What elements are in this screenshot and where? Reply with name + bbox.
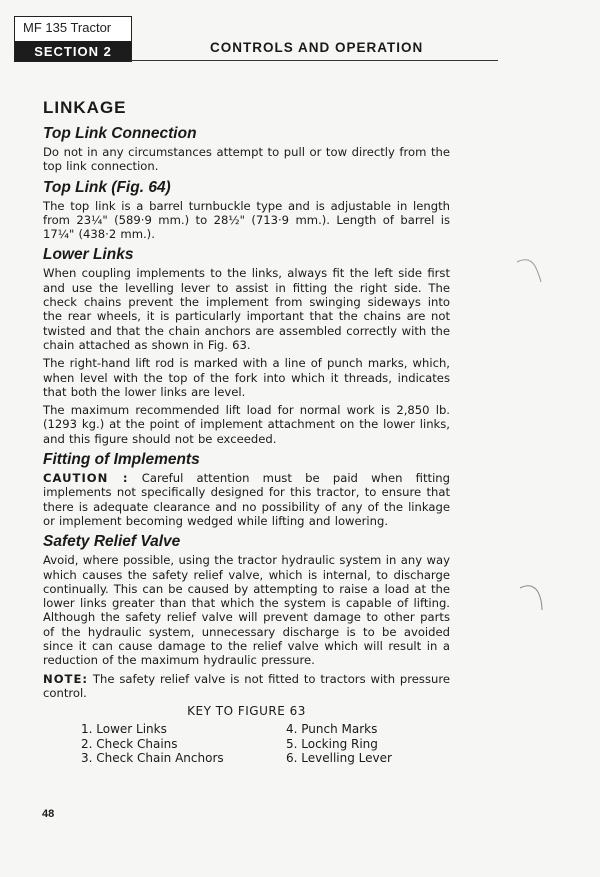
paragraph-fitting-implements: [43, 471, 450, 528]
key-item: 6. Levelling Lever: [286, 751, 392, 766]
paragraph-lower-links-3: The maximum recommended lift load for normal work is 2,850 lb. (1293 kg.) at the point of implement attachment on the lower links, and this figure should not be exceeded.: [43, 403, 450, 446]
main-content: [43, 98, 450, 766]
header-box: [14, 16, 132, 62]
paragraph-note: [43, 672, 450, 701]
caution-text: Careful attention must be paid when fitting implements not specifically designed for this tractor, to ensure that there is adequate clearance and no possibility of any of the linkage or implement becoming wedged while lifting and lowering.: [43, 471, 451, 528]
note-label: NOTE:: [43, 671, 89, 686]
key-item: 5. Locking Ring: [286, 736, 378, 751]
paragraph-top-link: The top link is a barrel turnbuckle type and is adjustable in length from 23¼" (589·9 mm.) to 28½" (713·9 mm.). Length of barrel is 17¼" (438·2 mm.).: [43, 198, 450, 242]
key-list: [81, 722, 450, 766]
section-badge: SECTION 2: [15, 41, 131, 61]
page-title: LINKAGE: [43, 98, 127, 117]
key-title: KEY TO FIGURE 63: [187, 704, 306, 719]
heading-fitting-implements: Fitting of Implements: [43, 451, 200, 469]
heading-lower-links: Lower Links: [43, 246, 134, 264]
key-item: 1. Lower Links: [81, 722, 167, 737]
key-item: 4. Punch Marks: [286, 722, 378, 737]
paragraph-top-link-connection: Do not in any circumstances attempt to pull or tow directly from the top link connection.: [43, 145, 450, 174]
note-text: The safety relief valve is not fitted to tractors with pressure control.: [43, 671, 451, 700]
scan-mark-lower: [518, 580, 548, 614]
key-item: 2. Check Chains: [81, 736, 178, 751]
key-item: 3. Check Chain Anchors: [81, 751, 224, 766]
paragraph-safety-relief-valve: Avoid, where possible, using the tractor hydraulic system in any way which causes the safety relief valve, which is internal, to discharge continually. This can be caused by attempting to raise a load at the lower links greater than that which the system is capable of lifting. Although the safety relief valve will prevent damage to other parts of the hydraulic system, unnecessary discharge is to be avoided since it can cause damage to the relief valve which will result in a reduction of the maximum hydraulic pressure.: [43, 553, 450, 668]
heading-top-link-connection: Top Link Connection: [43, 125, 197, 142]
page-number: 48: [42, 808, 55, 820]
paragraph-lower-links-1: When coupling implements to the links, always fit the left side first and use the levelling lever to assist in fitting the right side. The check chains prevent the implement from swinging sideways into the rear wheels, it is particularly important that the chains are not twisted and that the chain anchors are assembled correctly with the chain attached as shown in Fig. 63.: [43, 266, 450, 352]
heading-safety-relief-valve: Safety Relief Valve: [43, 533, 181, 551]
paragraph-lower-links-2: The right-hand lift rod is marked with a line of punch marks, which, when level with the top of the fork into which it threads, indicates that both the lower links are level.: [43, 356, 450, 399]
chapter-title: CONTROLS AND OPERATION: [210, 40, 424, 55]
heading-top-link: Top Link (Fig. 64): [43, 178, 171, 196]
header-rule: [130, 60, 498, 61]
scan-mark-upper: [515, 252, 545, 286]
caution-label: CAUTION :: [43, 471, 129, 486]
model-label: MF 135 Tractor: [23, 20, 112, 35]
